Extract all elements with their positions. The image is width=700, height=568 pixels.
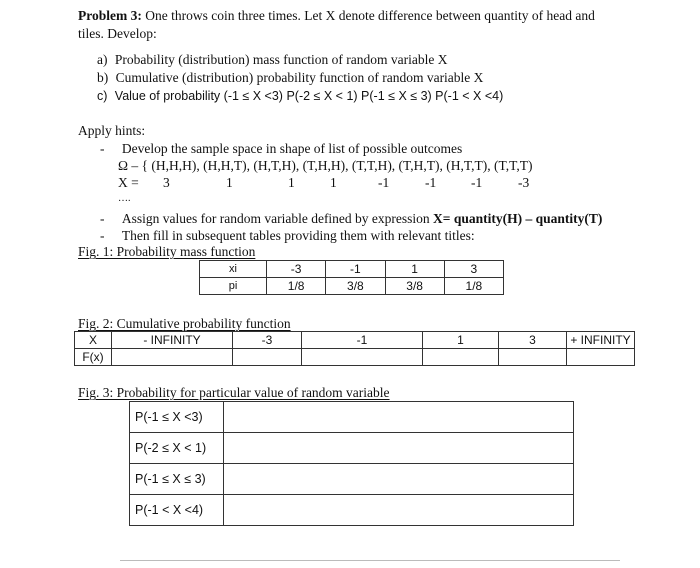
fig2-table	[74, 331, 635, 366]
table-cell	[224, 433, 574, 464]
table-header-cell: X	[75, 332, 112, 349]
hint-item-3	[100, 228, 475, 244]
table-header-cell: xi	[200, 261, 267, 278]
hint-item-1	[100, 141, 462, 157]
table-cell	[499, 349, 567, 366]
fig1-title: Fig. 1: Probability mass function	[78, 244, 256, 259]
table-row	[200, 261, 504, 278]
table-header-cell: pi	[200, 278, 267, 295]
task-text: Cumulative (distribution) probability function of random variable X	[115, 70, 484, 85]
problem-label: Problem 3:	[78, 8, 142, 23]
hint-text: Develop the sample space in shape of list of possible outcomes	[121, 141, 463, 156]
table-cell: 1	[385, 261, 444, 278]
table-cell: P(-2 ≤ X < 1)	[130, 433, 224, 464]
x-value: -3	[518, 175, 530, 190]
hint-expression: X= quantity(H) – quantity(T)	[433, 211, 603, 226]
table-cell: P(-1 ≤ X ≤ 3)	[130, 464, 224, 495]
x-value: 1	[288, 175, 295, 190]
table-row	[200, 278, 504, 295]
problem-statement	[78, 8, 595, 24]
hint-text: Then fill in subsequent tables providing them with relevant titles:	[121, 228, 475, 243]
table-cell	[224, 495, 574, 526]
table-row	[130, 402, 574, 433]
x-value: 1	[330, 175, 337, 190]
fig1-table	[199, 260, 504, 295]
table-cell: -1	[302, 332, 423, 349]
task-b	[97, 70, 483, 86]
table-cell: + INFINITY	[567, 332, 635, 349]
table-row	[75, 332, 635, 349]
hint-text: Assign values for random variable defined by expression	[121, 211, 434, 226]
table-cell: 1/8	[267, 278, 326, 295]
table-cell	[423, 349, 499, 366]
table-row	[130, 433, 574, 464]
task-text: Probability (distribution) mass function of random variable X	[114, 52, 448, 67]
task-text: Value of probability (-1 ≤ X <3) P(-2 ≤ X < 1) P(-1 ≤ X ≤ 3) P(-1 < X <4)	[114, 89, 504, 103]
table-cell	[302, 349, 423, 366]
table-cell: 3	[499, 332, 567, 349]
table-cell: P(-1 ≤ X <3)	[130, 402, 224, 433]
hints-title: Apply hints:	[78, 123, 146, 138]
x-value: -1	[378, 175, 390, 190]
table-row	[130, 495, 574, 526]
x-value: 1	[226, 175, 233, 190]
table-row	[130, 464, 574, 495]
fig3-table	[129, 401, 574, 526]
table-cell: -3	[233, 332, 302, 349]
x-value: 3	[163, 175, 170, 190]
x-values-row	[0, 175, 700, 191]
table-cell: 1	[423, 332, 499, 349]
fig3-title: Fig. 3: Probability for particular value of random variable	[78, 385, 390, 400]
table-cell: P(-1 < X <4)	[130, 495, 224, 526]
table-cell	[112, 349, 233, 366]
bullet-dash: -	[100, 141, 105, 156]
bullet-dash: -	[100, 211, 105, 226]
task-a	[97, 52, 447, 68]
table-cell: 3/8	[385, 278, 444, 295]
task-marker: b)	[97, 70, 109, 85]
table-header-cell: F(x)	[75, 349, 112, 366]
task-c	[97, 88, 503, 104]
table-cell	[233, 349, 302, 366]
table-row	[75, 349, 635, 366]
task-marker: c)	[97, 89, 108, 103]
table-cell: 3/8	[326, 278, 385, 295]
fig2-title: Fig. 2: Cumulative probability function	[78, 316, 291, 331]
ellipsis: ….	[118, 193, 131, 204]
table-cell: 3	[444, 261, 503, 278]
table-cell	[567, 349, 635, 366]
table-cell	[224, 402, 574, 433]
table-cell	[224, 464, 574, 495]
problem-text-line1: One throws coin three times. Let X denote difference between quantity of head and	[141, 8, 595, 23]
x-label: X =	[118, 175, 139, 190]
table-cell: 1/8	[444, 278, 503, 295]
task-marker: a)	[97, 52, 108, 67]
sample-space: Ω – { (H,H,H), (H,H,T), (H,T,H), (T,H,H), (T,T,H), (T,H,T), (H,T,T), (T,T,T)	[118, 158, 533, 173]
table-cell: - INFINITY	[112, 332, 233, 349]
table-cell: -1	[326, 261, 385, 278]
table-cell: -3	[267, 261, 326, 278]
bullet-dash: -	[100, 228, 105, 243]
x-value: -1	[471, 175, 483, 190]
problem-text-line2: tiles. Develop:	[78, 26, 157, 41]
bottom-divider	[120, 560, 620, 561]
hint-item-2	[100, 211, 602, 227]
x-value: -1	[425, 175, 437, 190]
